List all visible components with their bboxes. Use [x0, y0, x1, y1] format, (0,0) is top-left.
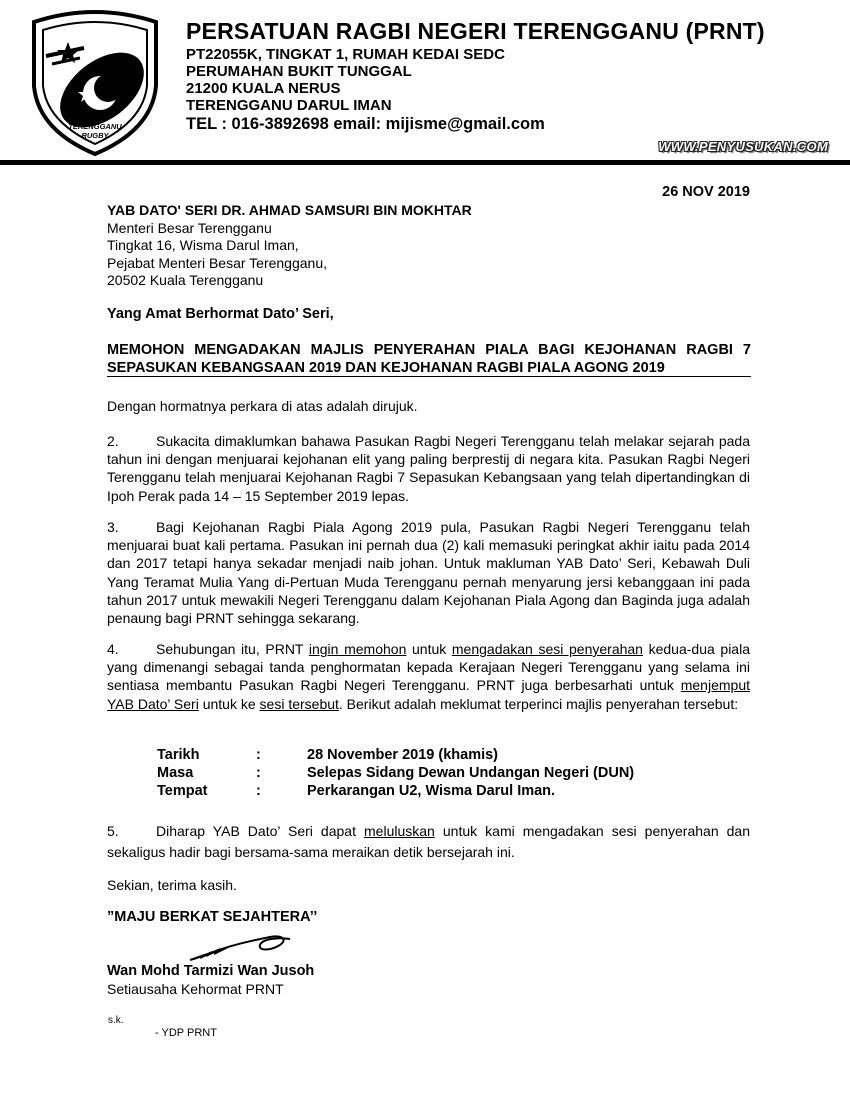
cc-label: s.k. — [108, 1015, 124, 1026]
paragraph-text: Bagi Kejohanan Ragbi Piala Agong 2019 pula, Pasukan Ragbi Negeri Terengganu telah menjuarai buat kali pertama. Pasukan ini pernah dua (2) kali memasuki peringkat akhir iaitu pada 2014 dan 2017 tetapi hanya sekadar menjadi naib johan. Untuk makluman YAB Dato’ Seri, Kebawah Duli Yang Teramat Mulia Yang di-Pertuan Muda Terengganu pernah menyarung jersi kebanggaan ini pada tahun 2017 untuk mewakili Negeri Terengganu dalam Kejohanan Piala Agong dan Baginda juga adalah penaung bagi PRNT sehingga sekarang. — [107, 519, 750, 627]
detail-row-venue — [157, 782, 634, 800]
paragraph-text: Diharap YAB Dato’ Seri dapat — [156, 823, 365, 839]
opening-paragraph: Dengan hormatnya perkara di atas adalah dirujuk. — [107, 398, 418, 414]
motto: ”MAJU BERKAT SEJAHTERA’’ — [107, 909, 318, 925]
website-watermark: WWW.PENYUSUKAN.COM — [658, 139, 828, 154]
recipient-line: Menteri Besar Terengganu — [107, 219, 272, 236]
signatory-title: Setiausaha Kehormat PRNT — [107, 981, 284, 997]
paragraph-text: . Berikut adalah meklumat terperinci majlis penyerahan tersebut: — [338, 695, 739, 712]
detail-value: Perkarangan U2, Wisma Darul Iman. — [307, 783, 556, 799]
address-line: PT22055K, TINGKAT 1, RUMAH KEDAI SEDC — [186, 46, 505, 63]
detail-row-time — [157, 764, 634, 782]
paragraph-text: untuk — [406, 641, 452, 657]
signatory-name: Wan Mohd Tarmizi Wan Jusoh — [107, 963, 315, 979]
paragraph-text: untuk ke — [198, 695, 260, 712]
detail-separator: : — [256, 747, 261, 763]
paragraph-number: 5. — [107, 823, 119, 839]
underlined-phrase: mengadakan sesi penyerahan — [451, 641, 643, 657]
recipient-line: Pejabat Menteri Besar Terengganu, — [107, 254, 327, 271]
address-line: TERENGGANU DARUL IMAN — [186, 97, 392, 114]
contact-line: TEL : 016-3892698 email: mijisme@gmail.com — [186, 115, 545, 133]
address-line: PERUMAHAN BUKIT TUNGGAL — [186, 63, 412, 80]
detail-key: Tempat — [157, 783, 208, 799]
detail-separator: : — [256, 765, 261, 781]
paragraph-text: kedua-dua piala yang dimenangi sebagai tanda penghormatan kepada Kerajaan Negeri Terengganu yang selama ini sentiasa membantu Pasukan Ragbi Negeri Terengganu. PRNT juga berbesarhati untuk — [107, 641, 750, 694]
underlined-phrase: sesi tersebut — [259, 695, 339, 712]
underlined-phrase: meluluskan — [364, 823, 435, 839]
paragraph-2 — [107, 432, 750, 505]
paragraph-number: 4. — [107, 641, 119, 657]
detail-separator: : — [256, 783, 261, 799]
detail-row-date — [157, 746, 634, 764]
detail-key: Masa — [157, 765, 194, 781]
logo-text-rugby: RUGBY — [81, 131, 109, 140]
address-line: 21200 KUALA NERUS — [186, 80, 341, 97]
paragraph-5 — [107, 821, 750, 863]
event-details — [157, 746, 634, 800]
recipient-name: YAB DATO' SERI DR. AHMAD SAMSURI BIN MOKHTAR — [107, 202, 472, 218]
paragraph-text: Sehubungan itu, PRNT — [156, 641, 309, 657]
subject-heading: MEMOHON MENGADAKAN MAJLIS PENYERAHAN PIALA BAGI KEJOHANAN RAGBI 7 SEPASUKAN KEBANGSAAN 2019 DAN KEJOHANAN RAGBI PIALA AGONG 2019 — [107, 342, 751, 376]
paragraph-text: Sukacita dimaklumkan bahawa Pasukan Ragbi Negeri Terengganu telah melakar sejarah pada tahun ini dengan menjuarai kejohanan elit yang paling berprestij di negara kita. Pasukan Ragbi Negeri Terengganu telah menjuarai Kejohanan Ragbi 7 Sepasukan Kebangsaan yang telah dipertandingkan di Ipoh Perak pada 14 – 15 September 2019 lepas. — [107, 433, 750, 504]
underlined-phrase: ingin memohon — [308, 641, 407, 657]
paragraph-text: untuk kami mengadakan sesi penyerahan dan sekaligus hadir bagi bersama-sama meraikan detik bersejarah ini. — [107, 823, 750, 860]
subject-underline — [107, 376, 751, 377]
paragraph-4 — [107, 640, 750, 713]
organization-name: PERSATUAN RAGBI NEGERI TERENGGANU (PRNT) — [186, 18, 765, 44]
detail-value: 28 November 2019 (khamis) — [307, 747, 499, 763]
paragraph-number: 2. — [107, 433, 119, 449]
prnt-logo — [26, 8, 164, 158]
detail-key: Tarikh — [157, 747, 200, 763]
letter-date: 26 NOV 2019 — [662, 184, 750, 200]
cc-item: - YDP PRNT — [155, 1027, 217, 1039]
header-divider — [0, 160, 850, 165]
paragraph-3 — [107, 518, 750, 627]
recipient-line: 20502 Kuala Terengganu — [107, 272, 264, 289]
paragraph-number: 3. — [107, 519, 119, 535]
logo-text-terengganu: TERENGGANU — [68, 122, 122, 131]
recipient-block — [107, 202, 472, 290]
salutation: Yang Amat Berhormat Dato’ Seri, — [107, 306, 334, 322]
closing-line: Sekian, terima kasih. — [107, 877, 237, 893]
underlined-phrase: menjemput YAB Dato’ Seri — [107, 677, 750, 712]
detail-value: Selepas Sidang Dewan Undangan Negeri (DUN) — [307, 765, 635, 781]
recipient-line: Tingkat 16, Wisma Darul Iman, — [107, 237, 299, 254]
